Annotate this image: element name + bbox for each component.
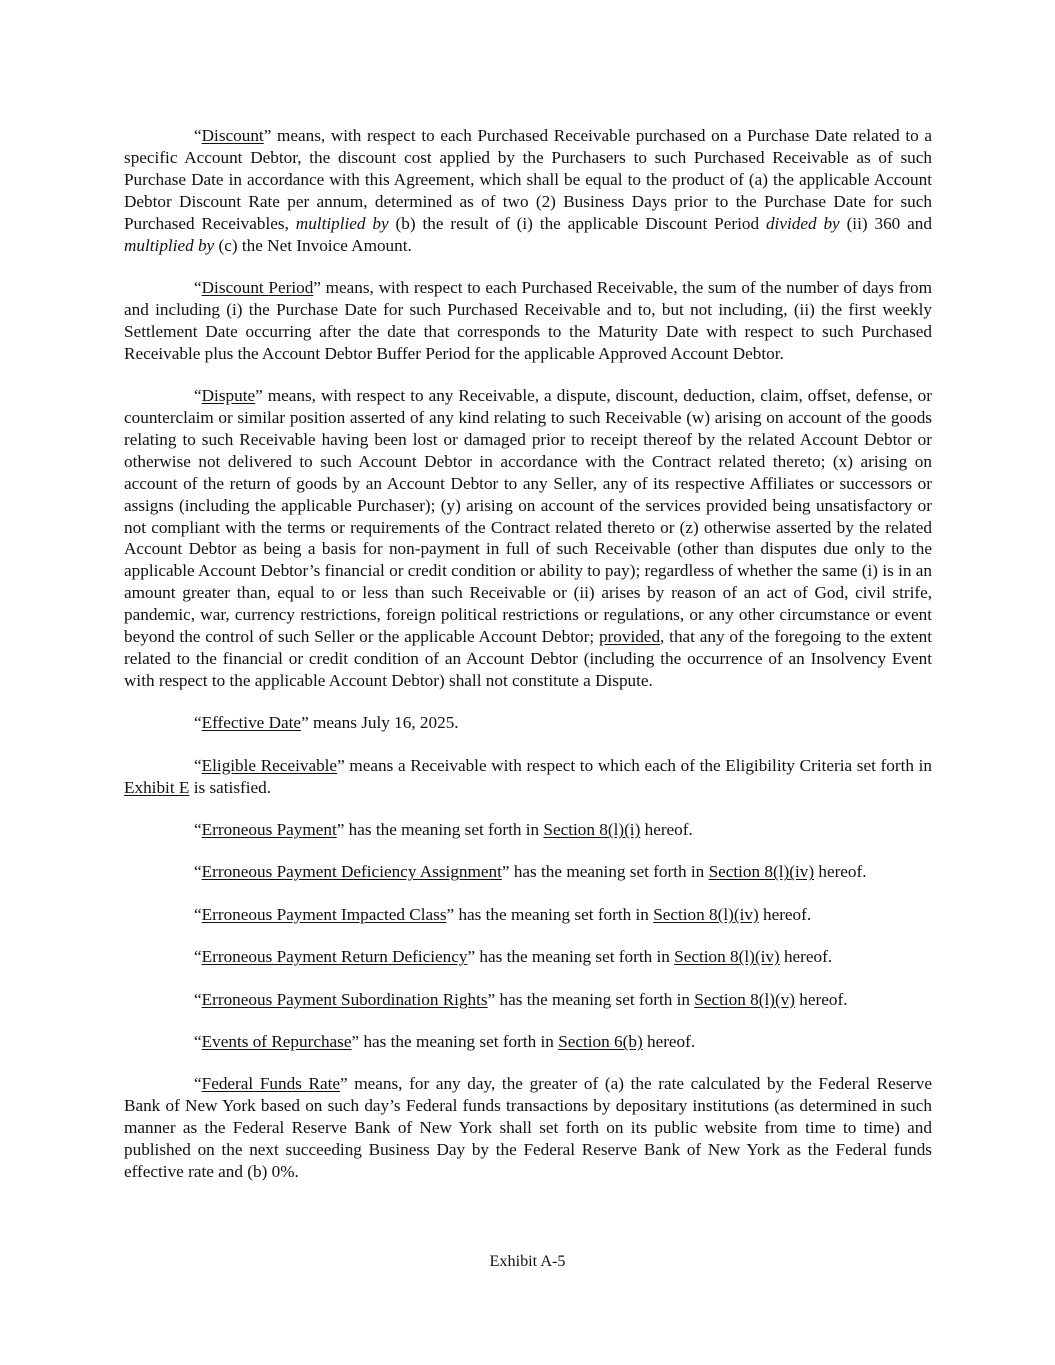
definition-ep-return-deficiency: “Erroneous Payment Return Deficiency” has the meaning set forth in Section 8(l)(iv) hereof. bbox=[194, 947, 833, 967]
definition-ep-deficiency-assignment: “Erroneous Payment Deficiency Assignment” has the meaning set forth in Section 8(l)(iv) hereof. bbox=[194, 862, 867, 882]
defined-term: Events of Repurchase bbox=[201, 1032, 352, 1051]
cross-reference: Section 8(l)(iv) bbox=[653, 904, 759, 924]
definition-effective-date: “Effective Date” means July 16, 2025. bbox=[194, 713, 459, 733]
defined-term: Discount bbox=[201, 126, 264, 145]
defined-term: Erroneous Payment Deficiency Assignment bbox=[201, 862, 502, 882]
cross-reference: Section 6(b) bbox=[558, 1032, 643, 1051]
cross-reference: Section 8(l)(v) bbox=[694, 989, 795, 1009]
defined-term: Federal Funds Rate bbox=[201, 1074, 340, 1094]
document-body bbox=[124, 125, 932, 1203]
defined-term: Dispute bbox=[201, 386, 256, 406]
definition-dispute: “Dispute” means, with respect to any Receivable, a dispute, discount, deduction, claim, offset, defense, or counterclaim or similar position asserted of any kind relating to such Receivable (w) arising on account of the goods relating to such Receivable having been lost or damaged prior to receipt thereof by the related Account Debtor or otherwise not delivered to such Account Debtor in accordance with the Contract related thereto; (x) arising on account of the return of goods by an Account Debtor to any Seller, any of its respective Affiliates or successors or assigns (including the applicable Purchaser); (y) arising on account of the services provided being unsatisfactory or not compliant with the terms or requirements of the Contract related thereto or (z) otherwise asserted by the related Account Debtor as being a basis for non-payment in full of such Receivable (other than disputes due only to the applicable Account Debtor’s financial or credit condition or ability to pay); regardless of whether the same (i) is in an amount greater than, equal to or less than such Receivable or (ii) arises by reason of an act of God, civil strife, pandemic, war, currency restrictions, foreign political restrictions or regulations, or any other circumstance or event beyond the control of such Seller or the applicable Account Debtor; provided, that any of the foregoing to the extent related to the financial or credit condition of an Account Debtor (including the occurrence of an Insolvency Event with respect to the applicable Account Debtor) shall not constitute a Dispute. bbox=[124, 386, 932, 690]
defined-term: Erroneous Payment Subordination Rights bbox=[201, 989, 488, 1009]
cross-reference: Section 8(l)(i) bbox=[543, 819, 641, 839]
definition-events-of-repurchase: “Events of Repurchase” has the meaning set forth in Section 6(b) hereof. bbox=[194, 1032, 696, 1051]
definition-discount-period: “Discount Period” means, with respect to each Purchased Receivable, the sum of the number of days from and including (i) the Purchase Date for such Purchased Receivable and to, but not including, (ii) the first weekly Settlement Date occurring after the date that corresponds to the Maturity Date with respect to such Purchased Receivable plus the Account Debtor Buffer Period for the applicable Approved Account Debtor. bbox=[124, 277, 932, 363]
cross-reference: Exhibit E bbox=[124, 777, 190, 797]
definition-discount: “Discount” means, with respect to each Purchased Receivable purchased on a Purchase Date related to a specific Account Debtor, the discount cost applied by the Purchasers to such Purchased Receivable as of such Purchase Date in accordance with this Agreement, which shall be equal to the product of (a) the applicable Account Debtor Discount Rate per annum, determined as of two (2) Business Days prior to the Purchase Date for such Purchased Receivables, multiplied by (b) the result of (i) the applicable Discount Period divided by (ii) 360 and multiplied by (c) the Net Invoice Amount. bbox=[124, 126, 932, 255]
defined-term: Erroneous Payment bbox=[201, 819, 337, 839]
definition-ep-impacted-class: “Erroneous Payment Impacted Class” has the meaning set forth in Section 8(l)(iv) hereof. bbox=[194, 904, 812, 924]
definition-ep-subordination-rights: “Erroneous Payment Subordination Rights” has the meaning set forth in Section 8(l)(v) hereof. bbox=[194, 989, 848, 1009]
proviso-term: provided bbox=[598, 627, 661, 647]
defined-term: Discount Period bbox=[201, 277, 314, 297]
cross-reference: Section 8(l)(iv) bbox=[674, 947, 780, 967]
definition-federal-funds-rate: “Federal Funds Rate” means, for any day, the greater of (a) the rate calculated by the Federal Reserve Bank of New York based on such day’s Federal funds transactions by depositary institutions (as determined in such manner as the Federal Reserve Bank of New York shall set forth on its public website from time to time) and published on the next succeeding Business Day by the Federal Reserve Bank of New York as the Federal funds effective rate and (b) 0%. bbox=[124, 1074, 932, 1182]
page-footer: Exhibit A-5 bbox=[489, 1252, 566, 1270]
defined-term: Eligible Receivable bbox=[201, 755, 338, 775]
defined-term: Erroneous Payment Return Deficiency bbox=[201, 947, 468, 967]
definition-erroneous-payment: “Erroneous Payment” has the meaning set forth in Section 8(l)(i) hereof. bbox=[194, 819, 693, 839]
defined-term: Erroneous Payment Impacted Class bbox=[201, 904, 447, 924]
defined-term: Effective Date bbox=[201, 713, 302, 733]
definition-eligible-receivable: “Eligible Receivable” means a Receivable with respect to which each of the Eligibility Criteria set forth in Exhibit E is satisfied. bbox=[124, 755, 932, 797]
cross-reference: Section 8(l)(iv) bbox=[708, 862, 815, 882]
